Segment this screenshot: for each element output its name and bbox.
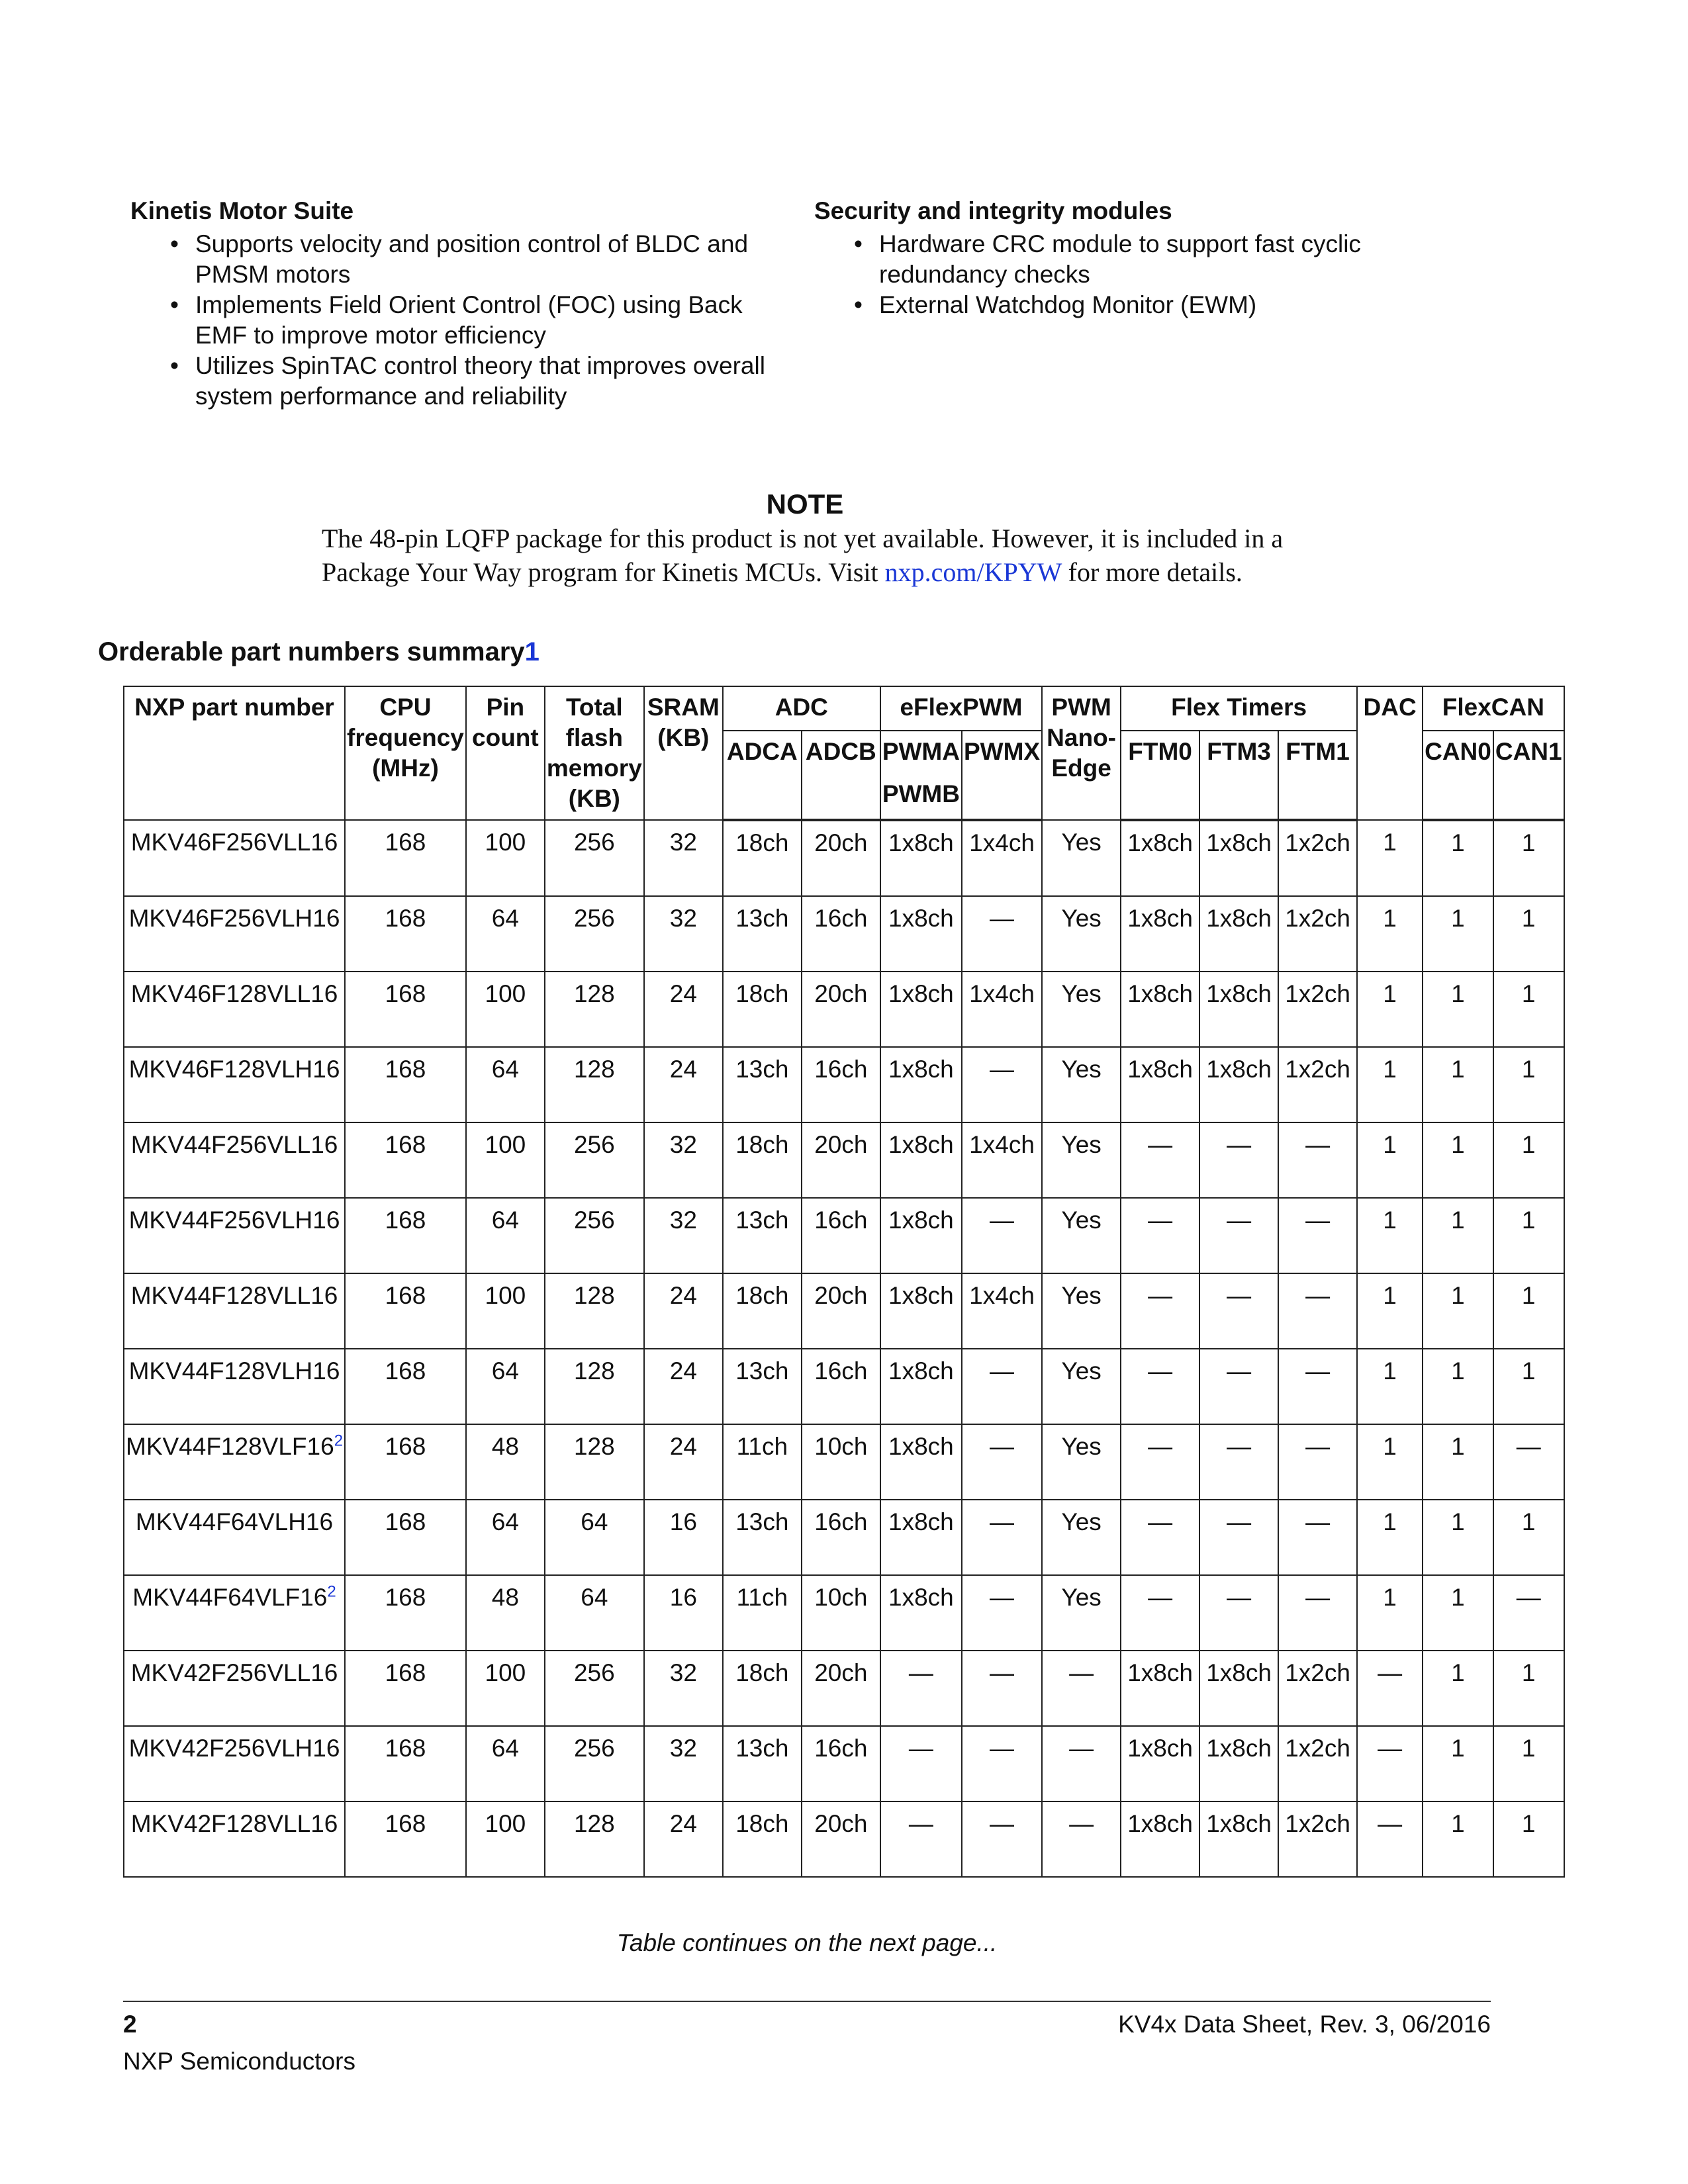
cell-pwmx: — [962,1424,1042,1500]
cell-ftm1: 1x2ch [1278,1801,1357,1877]
cell-flash: 64 [545,1575,644,1651]
cell-adcb: 20ch [802,1273,880,1349]
cell-ftm3: — [1199,1273,1278,1349]
note-text [322,522,1301,589]
table-row [124,1349,1564,1424]
cell-ftm0: — [1121,1424,1199,1500]
cell-nano-edge: Yes [1042,896,1121,972]
cell-ftm1: 1x2ch [1278,972,1357,1047]
cell-can0: 1 [1423,820,1493,896]
cell-pwmx: — [962,1726,1042,1801]
cell-can0: 1 [1423,1424,1493,1500]
cell-ftm3: 1x8ch [1199,1047,1278,1122]
header-pin-count: Pin count [466,686,545,820]
footnote-link[interactable]: 2 [334,1432,344,1450]
cell-ftm3: 1x8ch [1199,1726,1278,1801]
cell-can1: — [1493,1575,1564,1651]
cell-flash: 256 [545,820,644,896]
cell-ftm1: — [1278,1273,1357,1349]
cell-ftm1: — [1278,1349,1357,1424]
cell-pwmab: 1x8ch [880,1349,962,1424]
cell-pwmx: — [962,1575,1042,1651]
table-title-text: Orderable part numbers summary [98,637,525,666]
cell-pin: 100 [466,1273,545,1349]
cell-adca: 18ch [723,1273,802,1349]
cell-flash: 128 [545,1424,644,1500]
cell-nano-edge: Yes [1042,1273,1121,1349]
cell-nano-edge: — [1042,1651,1121,1726]
cell-ftm1: — [1278,1575,1357,1651]
cell-can1: 1 [1493,972,1564,1047]
cell-sram: 16 [644,1500,723,1575]
cell-dac: 1 [1357,1273,1423,1349]
cell-ftm3: — [1199,1349,1278,1424]
header-part-number: NXP part number [124,686,345,820]
list-item-text: External Watchdog Monitor (EWM) [879,291,1257,318]
cell-sram: 32 [644,820,723,896]
cell-sram: 32 [644,1198,723,1273]
cell-adca: 18ch [723,820,802,896]
header-can0: CAN0 [1423,731,1493,820]
cell-pwmab: — [880,1801,962,1877]
cell-pwmx: 1x4ch [962,1122,1042,1198]
cell-nano-edge: Yes [1042,972,1121,1047]
cell-pwmx: — [962,1500,1042,1575]
cell-ftm0: — [1121,1575,1199,1651]
part-numbers-table [123,686,1565,1878]
cell-flash: 128 [545,1273,644,1349]
cell-adcb: 20ch [802,820,880,896]
cell-pwmx: — [962,1047,1042,1122]
cell-pin: 64 [466,1349,545,1424]
cell-sram: 32 [644,896,723,972]
cell-ftm0: — [1121,1273,1199,1349]
features-right-list [814,229,1450,320]
cell-nano-edge: Yes [1042,1198,1121,1273]
cell-cpu: 168 [345,1047,466,1122]
note-text-after: for more details. [1061,557,1243,587]
cell-sram: 24 [644,1047,723,1122]
cell-pwmab: 1x8ch [880,1273,962,1349]
cell-adca: 13ch [723,1726,802,1801]
cell-can0: 1 [1423,972,1493,1047]
footer-divider [123,2001,1491,2002]
list-item-text: Supports velocity and position control of BLDC and PMSM motors [195,230,749,288]
cell-pin: 64 [466,1198,545,1273]
cell-ftm1: 1x2ch [1278,896,1357,972]
cell-part-number: MKV46F128VLL16 [124,972,345,1047]
footnote-link[interactable]: 2 [327,1582,336,1601]
cell-dac: 1 [1357,1122,1423,1198]
cell-can1: — [1493,1424,1564,1500]
cell-ftm3: — [1199,1500,1278,1575]
cell-ftm1: — [1278,1198,1357,1273]
cell-pwmx: — [962,1349,1042,1424]
table-row [124,1424,1564,1500]
cell-pwmab: 1x8ch [880,1575,962,1651]
cell-pwmx: 1x4ch [962,972,1042,1047]
list-item [130,229,792,290]
document-title: KV4x Data Sheet, Rev. 3, 06/2016 [1118,2011,1491,2038]
cell-ftm0: 1x8ch [1121,896,1199,972]
table-continues-note: Table continues on the next page... [616,1929,998,1956]
cell-dac: 1 [1357,820,1423,896]
table-row [124,1726,1564,1801]
cell-pwmx: — [962,896,1042,972]
table-row [124,1122,1564,1198]
cell-adcb: 20ch [802,972,880,1047]
cell-cpu: 168 [345,1424,466,1500]
cell-pin: 100 [466,1801,545,1877]
cell-can1: 1 [1493,1122,1564,1198]
cell-can0: 1 [1423,1122,1493,1198]
cell-adca: 11ch [723,1575,802,1651]
cell-cpu: 168 [345,1726,466,1801]
cell-sram: 24 [644,1424,723,1500]
cell-flash: 256 [545,1726,644,1801]
cell-sram: 24 [644,972,723,1047]
table-row [124,1198,1564,1273]
cell-can0: 1 [1423,1575,1493,1651]
cell-part-number: MKV42F128VLL16 [124,1801,345,1877]
cell-cpu: 168 [345,820,466,896]
cell-pwmab: 1x8ch [880,1122,962,1198]
header-ftm1: FTM1 [1278,731,1357,820]
header-flex-timers: Flex Timers [1121,686,1357,731]
cell-adcb: 10ch [802,1424,880,1500]
table-row [124,972,1564,1047]
cell-can1: 1 [1493,1198,1564,1273]
cell-adcb: 20ch [802,1801,880,1877]
header-eflexpwm: eFlexPWM [880,686,1042,731]
cell-can1: 1 [1493,1726,1564,1801]
cell-pin: 100 [466,972,545,1047]
table-title-footnote-link[interactable]: 1 [524,637,539,666]
cell-dac: 1 [1357,1198,1423,1273]
table-row [124,1500,1564,1575]
cell-ftm0: — [1121,1500,1199,1575]
header-flexcan: FlexCAN [1423,686,1564,731]
cell-cpu: 168 [345,1575,466,1651]
bullet-icon: • [170,230,179,257]
cell-can0: 1 [1423,1349,1493,1424]
cell-sram: 32 [644,1122,723,1198]
cell-pin: 64 [466,1726,545,1801]
cell-pwmab: 1x8ch [880,1047,962,1122]
cell-adca: 13ch [723,1349,802,1424]
cell-adca: 18ch [723,1651,802,1726]
cell-ftm3: — [1199,1424,1278,1500]
list-item [130,290,792,351]
cell-adcb: 20ch [802,1122,880,1198]
cell-adca: 13ch [723,1198,802,1273]
cell-dac: 1 [1357,1575,1423,1651]
cell-part-number: MKV42F256VLH16 [124,1726,345,1801]
cell-pwmx: — [962,1198,1042,1273]
cell-sram: 32 [644,1726,723,1801]
cell-can0: 1 [1423,1651,1493,1726]
cell-dac: — [1357,1726,1423,1801]
cell-ftm0: 1x8ch [1121,1726,1199,1801]
cell-ftm1: — [1278,1424,1357,1500]
table-row [124,1651,1564,1726]
cell-sram: 24 [644,1273,723,1349]
cell-can1: 1 [1493,896,1564,972]
note-heading: NOTE [766,488,844,520]
cell-pin: 64 [466,1500,545,1575]
header-pwm-nano-edge: PWM Nano-Edge [1042,686,1121,820]
cell-adca: 18ch [723,1801,802,1877]
cell-adcb: 16ch [802,1726,880,1801]
cell-cpu: 168 [345,1122,466,1198]
cell-pin: 100 [466,1122,545,1198]
cell-sram: 24 [644,1349,723,1424]
cell-nano-edge: Yes [1042,1575,1121,1651]
cell-pwmab: — [880,1651,962,1726]
table-row [124,1575,1564,1651]
cell-cpu: 168 [345,1651,466,1726]
kpyw-link[interactable]: nxp.com/KPYW [884,557,1062,587]
cell-dac: — [1357,1651,1423,1726]
list-item [814,229,1450,290]
cell-pwmab: 1x8ch [880,1198,962,1273]
header-pwmx: PWMX [962,731,1042,820]
header-ftm0: FTM0 [1121,731,1199,820]
list-item-text: Implements Field Orient Control (FOC) using Back EMF to improve motor efficiency [195,291,743,349]
header-can1: CAN1 [1493,731,1564,820]
cell-pwmab: 1x8ch [880,1424,962,1500]
cell-part-number: MKV46F128VLH16 [124,1047,345,1122]
cell-can1: 1 [1493,1273,1564,1349]
cell-ftm1: 1x2ch [1278,1726,1357,1801]
cell-dac: 1 [1357,1349,1423,1424]
cell-ftm3: 1x8ch [1199,1651,1278,1726]
cell-can0: 1 [1423,896,1493,972]
header-ftm3: FTM3 [1199,731,1278,820]
header-sram: SRAM (KB) [644,686,723,820]
note-text-before: The 48-pin LQFP package for this product is not yet available. However, it is included in a Package Your Way program for Kinetis MCUs. Visit [322,523,1284,587]
cell-ftm0: — [1121,1198,1199,1273]
table-row [124,1047,1564,1122]
cell-flash: 256 [545,1122,644,1198]
cell-pwmab: 1x8ch [880,1500,962,1575]
table-row [124,896,1564,972]
cell-cpu: 168 [345,896,466,972]
cell-pin: 48 [466,1424,545,1500]
cell-can1: 1 [1493,1651,1564,1726]
cell-adca: 18ch [723,1122,802,1198]
cell-pwmx: 1x4ch [962,1273,1042,1349]
cell-adcb: 16ch [802,1349,880,1424]
cell-ftm0: 1x8ch [1121,972,1199,1047]
cell-adcb: 16ch [802,896,880,972]
cell-dac: 1 [1357,1424,1423,1500]
bullet-icon: • [854,230,863,257]
table-row [124,1801,1564,1877]
header-dac: DAC [1357,686,1423,820]
features-left-title: Kinetis Motor Suite [130,197,354,224]
cell-cpu: 168 [345,972,466,1047]
cell-pwmab: 1x8ch [880,820,962,896]
cell-flash: 256 [545,1651,644,1726]
cell-ftm0: — [1121,1122,1199,1198]
cell-pin: 64 [466,896,545,972]
cell-nano-edge: Yes [1042,1349,1121,1424]
cell-ftm0: — [1121,1349,1199,1424]
header-adca: ADCA [723,731,802,820]
cell-part-number: MKV44F256VLH16 [124,1198,345,1273]
cell-ftm1: 1x2ch [1278,1651,1357,1726]
cell-sram: 16 [644,1575,723,1651]
cell-cpu: 168 [345,1198,466,1273]
cell-pwmx: 1x4ch [962,820,1042,896]
cell-adca: 13ch [723,1500,802,1575]
cell-flash: 64 [545,1500,644,1575]
cell-part-number: $MKV44F128VLF16^2$ [124,1424,345,1500]
cell-can0: 1 [1423,1726,1493,1801]
cell-dac: 1 [1357,1047,1423,1122]
features-left-list [130,229,792,412]
cell-can0: 1 [1423,1801,1493,1877]
cell-can1: 1 [1493,1349,1564,1424]
header-pwmb: PWMB [882,780,960,807]
cell-flash: 256 [545,896,644,972]
features-right-title: Security and integrity modules [814,197,1172,224]
cell-dac: — [1357,1801,1423,1877]
cell-nano-edge: — [1042,1801,1121,1877]
cell-ftm3: 1x8ch [1199,820,1278,896]
cell-dac: 1 [1357,896,1423,972]
cell-part-number: MKV42F256VLL16 [124,1651,345,1726]
cell-ftm3: — [1199,1198,1278,1273]
cell-cpu: 168 [345,1500,466,1575]
cell-pwmab: 1x8ch [880,896,962,972]
cell-can1: 1 [1493,1801,1564,1877]
cell-pin: 100 [466,820,545,896]
bullet-icon: • [170,352,179,379]
cell-ftm1: 1x2ch [1278,1047,1357,1122]
cell-part-number: $MKV44F64VLF16^2$ [124,1575,345,1651]
cell-pwmab: 1x8ch [880,972,962,1047]
bullet-icon: • [170,291,179,318]
cell-pwmx: — [962,1651,1042,1726]
cell-part-number: MKV44F64VLH16 [124,1500,345,1575]
list-item-text: Hardware CRC module to support fast cyclic redundancy checks [879,230,1361,288]
cell-part-number: MKV46F256VLH16 [124,896,345,972]
cell-dac: 1 [1357,972,1423,1047]
header-flash: Total flash memory (KB) [545,686,644,820]
cell-adca: 13ch [723,896,802,972]
cell-nano-edge: — [1042,1726,1121,1801]
header-pwma-pwmb [880,731,962,820]
bullet-icon: • [854,291,863,318]
cell-flash: 128 [545,972,644,1047]
cell-flash: 128 [545,1047,644,1122]
page-number: 2 [123,2011,137,2038]
cell-adcb: 20ch [802,1651,880,1726]
features-right-column [814,196,1450,320]
cell-can0: 1 [1423,1500,1493,1575]
cell-ftm1: — [1278,1500,1357,1575]
list-item-text: Utilizes SpinTAC control theory that improves overall system performance and reliability [195,352,765,410]
cell-ftm0: 1x8ch [1121,1047,1199,1122]
cell-pin: 48 [466,1575,545,1651]
cell-adcb: 16ch [802,1198,880,1273]
cell-nano-edge: Yes [1042,1500,1121,1575]
cell-dac: 1 [1357,1500,1423,1575]
cell-flash: 256 [545,1198,644,1273]
cell-can0: 1 [1423,1273,1493,1349]
cell-ftm1: — [1278,1122,1357,1198]
cell-part-number: MKV46F256VLL16 [124,820,345,896]
cell-ftm0: 1x8ch [1121,1801,1199,1877]
cell-adca: 18ch [723,972,802,1047]
cell-ftm3: — [1199,1122,1278,1198]
cell-can0: 1 [1423,1198,1493,1273]
cell-ftm3: 1x8ch [1199,896,1278,972]
cell-ftm3: 1x8ch [1199,972,1278,1047]
cell-ftm3: 1x8ch [1199,1801,1278,1877]
cell-flash: 128 [545,1801,644,1877]
list-item [814,290,1450,320]
cell-ftm0: 1x8ch [1121,820,1199,896]
cell-part-number: MKV44F256VLL16 [124,1122,345,1198]
table-title [98,635,539,668]
cell-adcb: 16ch [802,1047,880,1122]
list-item [130,351,792,412]
cell-cpu: 168 [345,1801,466,1877]
table-row [124,820,1564,896]
cell-pin: 64 [466,1047,545,1122]
cell-pwmab: — [880,1726,962,1801]
header-adc: ADC [723,686,880,731]
cell-cpu: 168 [345,1273,466,1349]
cell-ftm1: 1x2ch [1278,820,1357,896]
company-name: NXP Semiconductors [123,2048,355,2075]
cell-adcb: 16ch [802,1500,880,1575]
cell-can1: 1 [1493,1500,1564,1575]
cell-can1: 1 [1493,1047,1564,1122]
cell-part-number: MKV44F128VLL16 [124,1273,345,1349]
cell-adca: 11ch [723,1424,802,1500]
header-pwma: PWMA [882,737,960,765]
header-cpu-frequency: CPU frequency (MHz) [345,686,466,820]
cell-adcb: 10ch [802,1575,880,1651]
cell-cpu: 168 [345,1349,466,1424]
cell-ftm0: 1x8ch [1121,1651,1199,1726]
cell-adca: 13ch [723,1047,802,1122]
cell-pwmx: — [962,1801,1042,1877]
table-row [124,1273,1564,1349]
features-left-column [130,196,792,412]
cell-sram: 32 [644,1651,723,1726]
cell-flash: 128 [545,1349,644,1424]
cell-can1: 1 [1493,820,1564,896]
cell-pin: 100 [466,1651,545,1726]
cell-sram: 24 [644,1801,723,1877]
note-box [322,487,1315,589]
cell-nano-edge: Yes [1042,1047,1121,1122]
header-adcb: ADCB [802,731,880,820]
cell-ftm3: — [1199,1575,1278,1651]
cell-part-number: MKV44F128VLH16 [124,1349,345,1424]
cell-nano-edge: Yes [1042,1122,1121,1198]
cell-can0: 1 [1423,1047,1493,1122]
cell-nano-edge: Yes [1042,1424,1121,1500]
cell-nano-edge: Yes [1042,820,1121,896]
